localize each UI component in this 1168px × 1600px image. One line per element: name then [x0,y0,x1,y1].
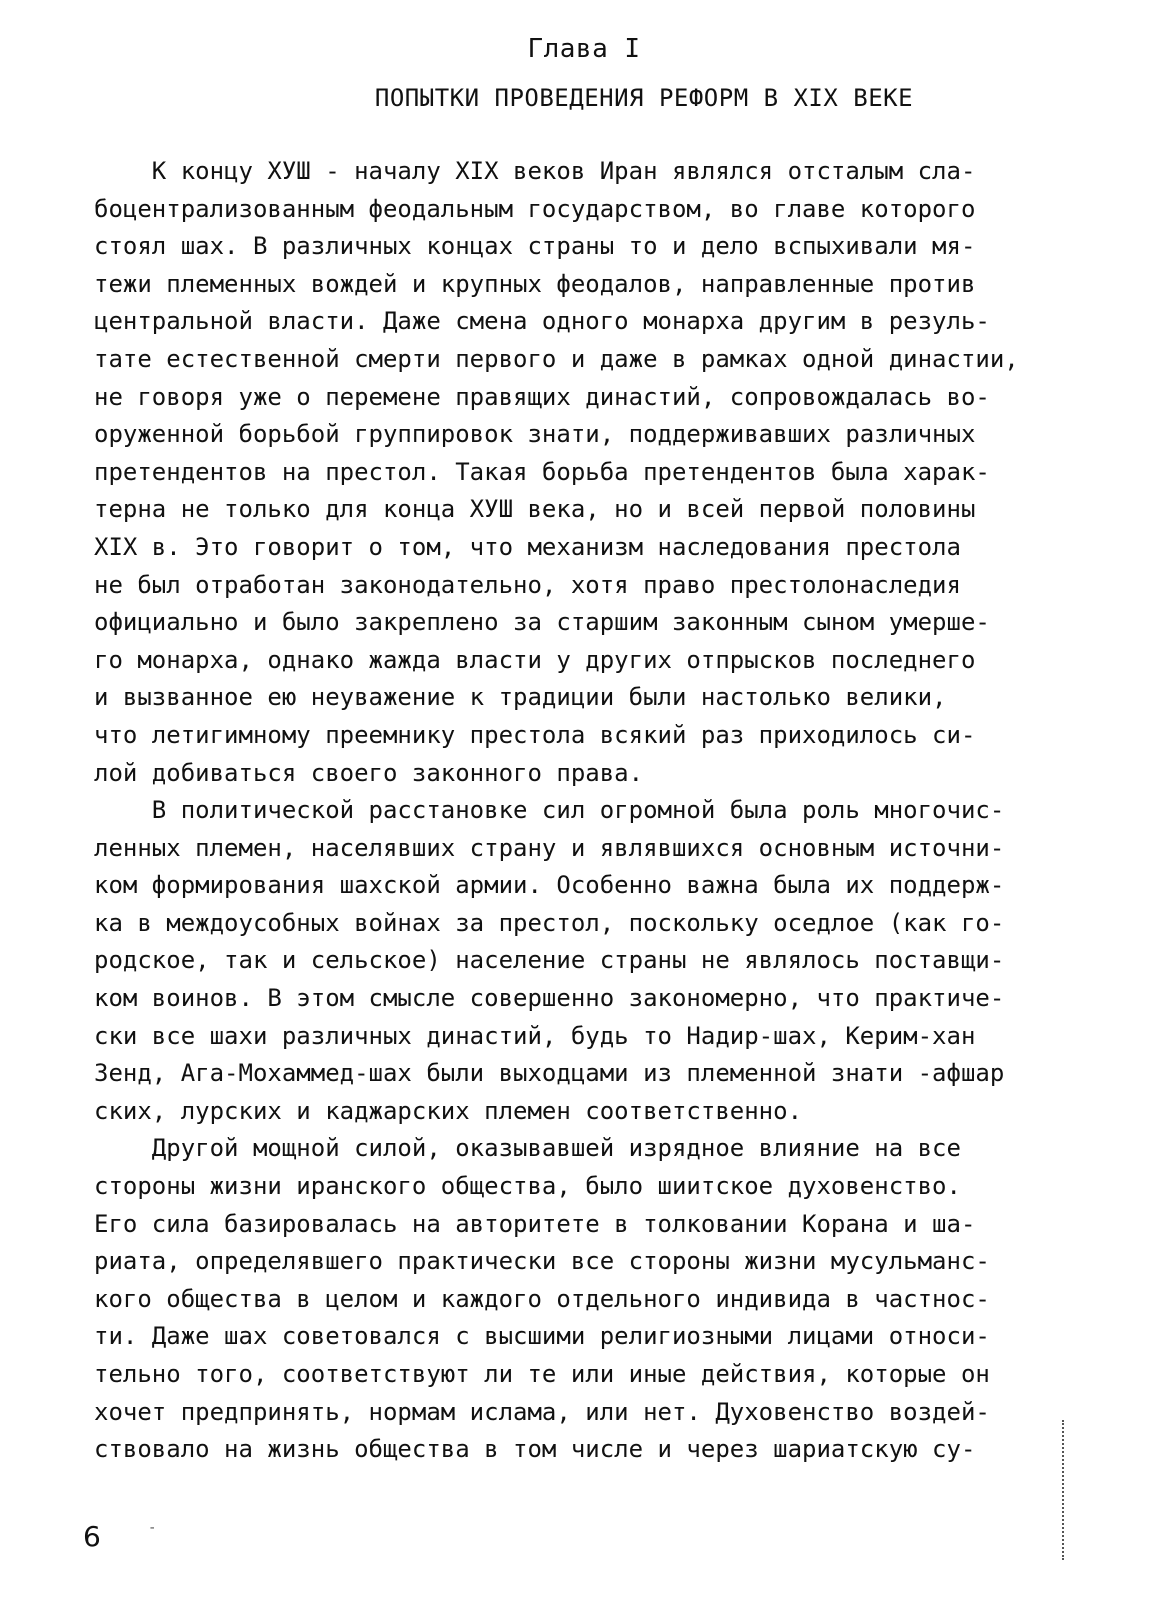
text-line: ствовало на жизнь общества в том числе и через шариатскую су- [94,1435,976,1464]
text-line: официально и было закреплено за старшим законным сыном умерше- [94,608,990,637]
text-line: стороны жизни иранского общества, было шиитское духовенство. [94,1172,961,1201]
chapter-title: ПОПЫТКИ ПРОВЕДЕНИЯ РЕФОРМ В XIX ВЕКЕ [374,84,914,112]
text-line: хочет предпринять, нормам ислама, или нет. Духовенство воздей- [94,1397,990,1426]
text-line: стоял шах. В различных концах страны то и дело вспыхивали мя- [94,232,976,261]
text-line: боцентрализованным феодальным государством, во главе которого [94,194,976,223]
text-line: центральной власти. Даже смена одного монарха другим в резуль- [94,307,990,336]
text-line: XIX в. Это говорит о том, что механизм наследования престола [94,532,961,561]
text-line: Зенд, Ага-Мохаммед-шах были выходцами из племенной знати -афшар [94,1059,1005,1088]
text-line: кого общества в целом и каждого отдельного индивида в частнос- [94,1284,990,1313]
text-line: К концу ХУШ - началу XIX веков Иран являлся отсталым сла- [94,157,976,185]
text-line: тельно того, соответствуют ли те или иные действия, которые он [94,1360,990,1388]
text-line: Другой мощной силой, оказывавшей изрядное влияние на все [94,1134,961,1163]
text-line: ски все шахи различных династий, будь то Надир-шах, Керим-хан [94,1021,976,1050]
scan-edge-marks [1062,1420,1067,1560]
text-line: и вызванное ею неуважение к традиции были настолько велики, [94,683,947,712]
text-line: тате естественной смерти первого и даже в рамках одной династии, [94,344,1019,373]
page-mark: - [148,1520,157,1536]
chapter-label: Глава I [527,34,641,64]
text-line: не был отработан законодательно, хотя право престолонаследия [94,570,961,599]
text-line: претендентов на престол. Такая борьба претендентов была харак- [94,457,990,486]
text-line: Его сила базировалась на авторитете в толковании Корана и ша- [94,1209,976,1238]
text-line: родское, так и сельское) население страны не являлось поставщи- [94,946,1005,975]
paragraph-3 [94,1130,1074,1468]
text-line: риата, определявшего практически все стороны жизни мусульманс- [94,1247,990,1276]
text-line: ком формирования шахской армии. Особенно важна была их поддерж- [94,871,1005,900]
text-line: ком воинов. В этом смысле совершенно закономерно, что практиче- [94,984,1005,1013]
text-line: тежи племенных вождей и крупных феодалов, направленные против [94,269,976,298]
text-line: терна не только для конца ХУШ века, но и всей первой половины [94,495,976,524]
text-line: ских, лурских и каджарских племен соответственно. [94,1096,803,1125]
text-line: ка в междоусобных войнах за престол, поскольку оседлое (как го- [94,908,1005,937]
text-line: го монарха, однако жажда власти у других отпрысков последнего [94,645,976,674]
paragraph-2 [94,792,1074,1130]
text-line: оруженной борьбой группировок знати, поддерживавших различных [94,420,976,449]
text-line: ленных племен, населявших страну и являвшихся основным источни- [94,833,1005,862]
text-line: В политической расстановке сил огромной была роль многочис- [94,796,1005,825]
page-number: 6 [83,1520,101,1553]
paragraph-1 [94,153,1074,792]
text-line: ти. Даже шах советовался с высшими религиозными лицами относи- [94,1322,990,1351]
text-line: лой добиваться своего законного права. [94,758,644,787]
text-line: что летигимному преемнику престола всякий раз приходилось си- [94,720,976,749]
text-line: не говоря уже о перемене правящих династий, сопровождалась во- [94,382,990,411]
body-text [94,153,1074,1469]
